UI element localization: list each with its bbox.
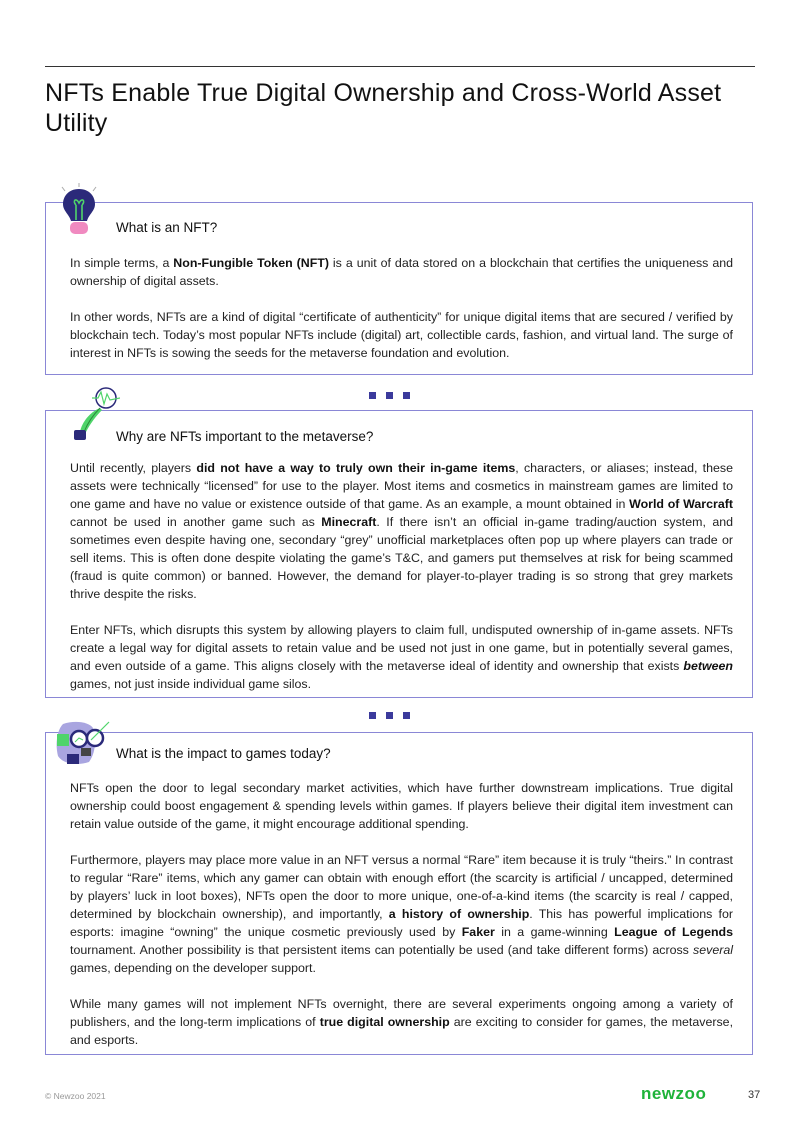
paragraph [70, 308, 733, 362]
copyright: © Newzoo 2021 [45, 1091, 106, 1101]
italic-text: several [693, 943, 733, 957]
page-title: NFTs Enable True Digital Ownership and Cross-World Asset Utility [45, 79, 722, 137]
text: . This has powerful implications for esports: imagine “owning” the unique cosmetic previously used by [70, 907, 733, 939]
lightbulb-icon [58, 183, 100, 239]
section-body [70, 779, 733, 1067]
bold-text: Minecraft [321, 515, 377, 529]
paragraph [70, 459, 733, 603]
section-divider-dots [369, 392, 410, 399]
bold-text: true digital ownership [319, 1015, 450, 1029]
section-why-nfts-important [45, 410, 753, 698]
text: In simple terms, a [70, 256, 174, 270]
text: cannot be used in another game such as [70, 515, 322, 529]
section-divider-dots [369, 712, 410, 719]
paragraph [70, 779, 733, 833]
text: Until recently, players [70, 461, 197, 475]
section-body [70, 254, 733, 380]
newzoo-logo: newzoo [641, 1084, 707, 1103]
header-rule [45, 66, 755, 67]
quill-pen-icon [70, 386, 120, 442]
bold-text: League of Legends [614, 925, 733, 939]
bold-text: Faker [461, 925, 495, 939]
bold-text: Non-Fungible Token (NFT) [173, 256, 329, 270]
section-what-is-nft [45, 202, 753, 375]
section-body [70, 459, 733, 711]
text: are exciting to consider for games, the metaverse, and esports. [70, 1015, 734, 1047]
text: . If there isn’t an official in-game trading/auction system, and sometimes even despite having one, secondary “grey” unofficial marketplaces often pop up where players can trade or sell items. This is often done despite violating the game’s T&C, and gamers put themselves at risk for being scammed (fraud is quite common) or banned. However, the demand for player-to-player trading is so strong that grey markets thrive despite the risks. [70, 515, 733, 601]
text: games, not just inside individual game silos. [70, 677, 312, 691]
paragraph [70, 254, 733, 290]
text: tournament. Another possibility is that persistent items can potentially be used (and take different forms) across [70, 943, 694, 957]
section-heading: Why are NFTs important to the metaverse? [116, 429, 374, 444]
page-number: 37 [748, 1089, 761, 1101]
paragraph [70, 995, 733, 1049]
section-heading: What is the impact to games today? [116, 746, 331, 761]
bold-text: World of Warcraft [629, 497, 733, 511]
text: Furthermore, players may place more value in an NFT versus a normal “Rare” item because it is truly “theirs.” In contrast to regular “Rare” items, which any gamer can obtain with enough effort (the scarcity is artificial / uncapped, determined by players’ luck in loot boxes), NFTs open the door to more unique, one-of-a-kind items (the scarcity is real / capped, determined by blockchain ownership), and importantly, [70, 853, 733, 921]
bold-text: did not have a way to truly own their in-game items [196, 461, 516, 475]
text: Enter NFTs, which disrupts this system by allowing players to claim full, undisputed ownership of in-game assets. NFTs create a legal way for digital assets to retain value and be used not just in one game, but in potentially several games, and even outside of a game. This aligns closely with the metaverse ideal of identity and ownership that exists [70, 623, 733, 673]
section-heading: What is an NFT? [116, 220, 218, 235]
binoculars-icon [55, 720, 111, 766]
bold-text: between [683, 659, 733, 673]
text: While many games will not implement NFTs overnight, there are several experiments ongoing among a variety of publishers, and the long-term implications of [70, 997, 733, 1029]
text: games, depending on the developer support. [70, 961, 316, 975]
text: NFTs open the door to legal secondary market activities, which have further downstream implications. True digital ownership could boost engagement & spending levels within games. If players believe their digital item investment can retain value outside of the game, it might encourage additional spending. [70, 781, 733, 831]
bold-text: a history of ownership [388, 907, 530, 921]
text: is a unit of data stored on a blockchain that certifies the uniqueness and ownership of digital assets. [70, 256, 733, 288]
text: , characters, or aliases; instead, these assets were technically “licensed” for use to the player. Most items and cosmetics in mainstream games are limited to one game and have no value or existence outside of that game. As an example, a mount obtained in [70, 461, 733, 511]
section-impact-to-games [45, 732, 753, 1055]
text: In other words, NFTs are a kind of digital “certificate of authenticity” for unique digital items that are secured / verified by blockchain tech. Today’s most popular NFTs include (digital) art, collectible cards, fashion, and virtual land. The surge of interest in NFTs is sowing the seeds for the metaverse foundation and evolution. [70, 310, 733, 360]
text: in a game-winning [494, 925, 615, 939]
paragraph [70, 621, 733, 693]
paragraph [70, 851, 733, 977]
